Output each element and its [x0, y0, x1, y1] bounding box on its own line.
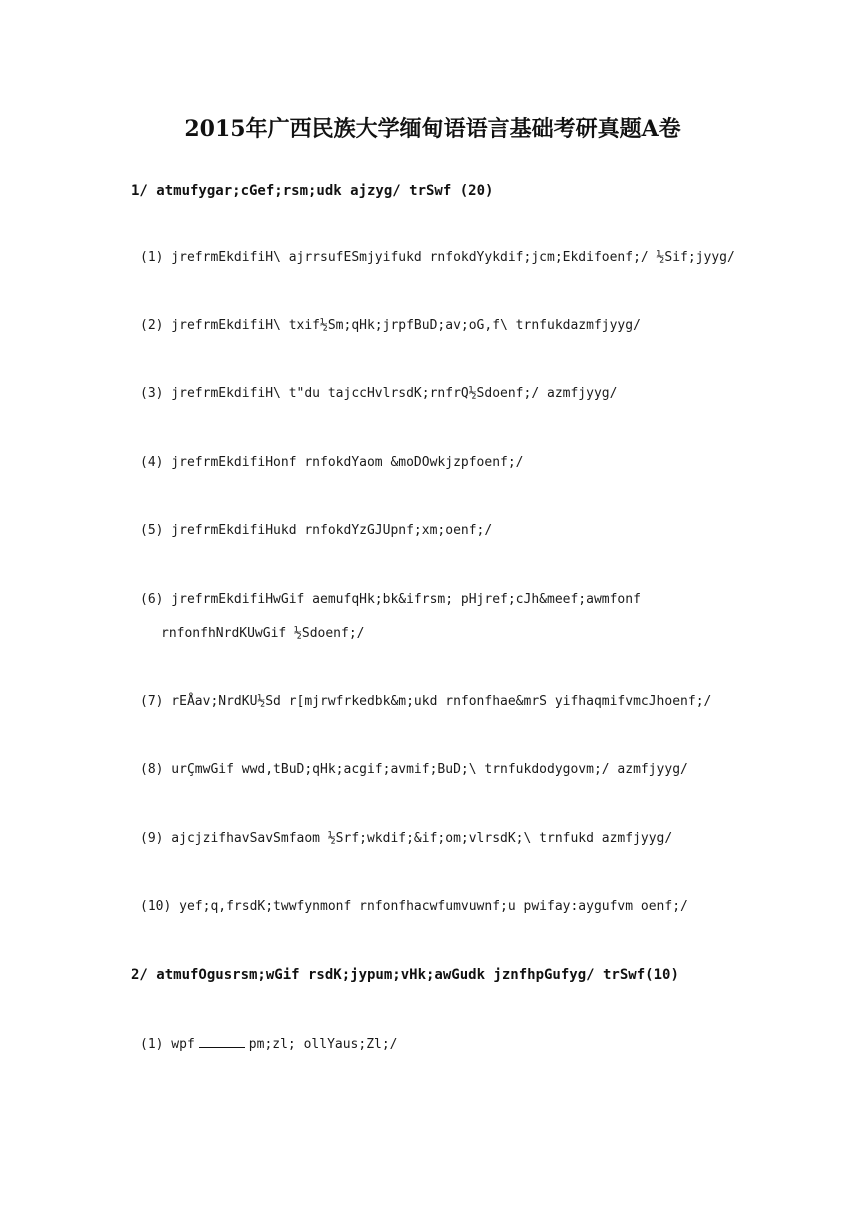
answer-blank [199, 1035, 245, 1048]
question-1-5: (5) jrefrmEkdifiHukd rnfokdYzGJUpnf;xm;oenf;/ [140, 523, 493, 538]
page-title: 2015年广西民族大学缅甸语语言基础考研真题A卷 [184, 116, 681, 142]
question-1-4: (4) jrefrmEkdifiHonf rnfokdYaom &moDOwkjzpfoenf;/ [140, 455, 524, 470]
question-1-3: (3) jrefrmEkdifiH\ t"du tajccHvlrsdK;rnfrQ½Sdoenf;/ azmfjyyg/ [140, 386, 618, 401]
question-1-6: (6) jrefrmEkdifiHwGif aemufqHk;bk&ifrsm; pHjref;cJh&meef;awmfonf [140, 592, 641, 607]
question-1-8: (8) urÇmwGif wwd,tBuD;qHk;acgif;avmif;BuD;\ trnfukdodygovm;/ azmfjyyg/ [140, 762, 688, 777]
section-1-heading: 1/ atmufygar;cGef;rsm;udk ajzyg/ trSwf (20) [131, 183, 494, 199]
question-1-2: (2) jrefrmEkdifiH\ txif½Sm;qHk;jrpfBuD;av;oG,f\ trnfukdazmfjyyg/ [140, 318, 641, 333]
question-1-7: (7) rEÅav;NrdKU½Sd r[mjrwfrkedbk&m;ukd rnfonfhae&mrS yifhaqmifvmcJhoenf;/ [140, 694, 712, 709]
question-1-6-continuation: rnfonfhNrdKUwGif ½Sdoenf;/ [161, 626, 365, 641]
question-2-1 [140, 1035, 398, 1052]
question-2-1-suffix: pm;zl; ollYaus;Zl;/ [248, 1037, 398, 1052]
question-1-10: (10) yef;q,frsdK;twwfynmonf rnfonfhacwfumvuwnf;u pwifay:aygufvm oenf;/ [140, 899, 688, 914]
question-2-1-prefix: (1) wpf [140, 1037, 195, 1052]
question-1-9: (9) ajcjzifhavSavSmfaom ½Srf;wkdif;&if;om;vlrsdK;\ trnfukd azmfjyyg/ [140, 831, 673, 846]
question-1-1: (1) jrefrmEkdifiH\ ajrrsufESmjyifukd rnfokdYykdif;jcm;Ekdifoenf;/ ½Sif;jyyg/ [140, 250, 735, 265]
section-2-heading: 2/ atmufOgusrsm;wGif rsdK;jypum;vHk;awGudk jznfhpGufyg/ trSwf(10) [131, 967, 679, 983]
